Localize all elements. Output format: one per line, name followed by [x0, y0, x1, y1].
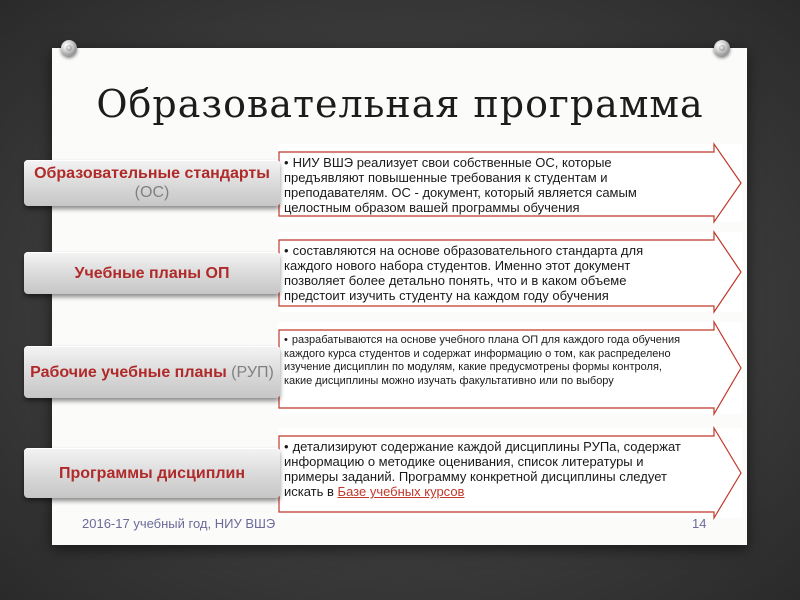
category-label-3: Рабочие учебные планы (РУП) [24, 346, 280, 398]
category-label-2: Учебные планы ОП [24, 252, 280, 294]
description-text-4: • детализируют содержание каждой дисциплины РУПа, содержат информацию о методике оценивания, список литературы и примеры заданий. Программу конкретной дисциплины следует искать в Базе учебных курсов [284, 439, 681, 499]
pushpin-icon [61, 40, 77, 56]
page-number: 14 [692, 516, 707, 531]
courses-database-link[interactable]: Базе учебных курсов [337, 484, 465, 499]
description-text-3: • разрабатываются на основе учебного плана ОП для каждого года обучения каждого курса студентов и содержат информацию о том, как распределено изучение дисциплин по модулям, какие предусмотрены формы контроля, какие дисциплины можно изучать факультативно или по выбору [284, 334, 681, 387]
description-arrow-1 [278, 144, 742, 222]
category-label-4: Программы дисциплин [24, 448, 280, 498]
description-arrow-4 [278, 428, 742, 518]
pushpin-icon [714, 40, 730, 56]
description-text-1: • НИУ ВШЭ реализует свои собственные ОС, которые предъявляют повышенные требования к студентам и преподавателям. ОС - документ, который является самым целостным образом вашей программы обучения [284, 155, 637, 215]
footer-text: 2016-17 учебный год, НИУ ВШЭ [82, 516, 276, 531]
description-text-2: • составляются на основе образовательного стандарта для каждого нового набора студентов. Именно этот документ позволяет более детально понять, что и в каком объеме предстоит изучить студенту на каждом году обучения [284, 243, 644, 303]
category-label-1: Образовательные стандарты (ОС) [24, 160, 280, 206]
description-arrow-2 [278, 232, 742, 312]
page-title: Образовательная программа [96, 82, 704, 126]
description-arrow-3 [278, 322, 742, 414]
